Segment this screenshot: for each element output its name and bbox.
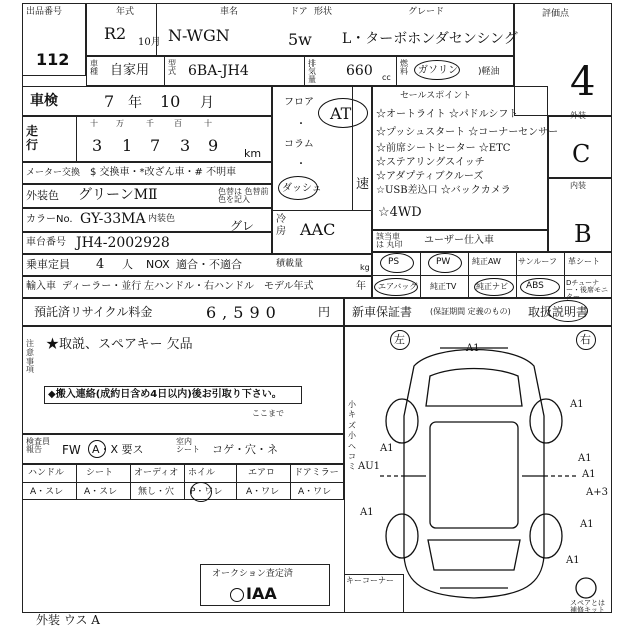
nox-options: 適合・不適合 <box>176 258 242 271</box>
floor-dot-1: ・ <box>296 119 306 130</box>
recycle-unit: 円 <box>318 305 331 319</box>
recycle-value: 6,590 <box>206 303 282 322</box>
stamp-logo: IAA <box>246 584 277 603</box>
inspection-year: 7 <box>104 92 115 111</box>
warranty-label: 新車保証書 <box>352 305 413 319</box>
inspection-month: 10 <box>160 92 181 111</box>
interior-color-label: 内装色 <box>148 214 176 224</box>
inspection-month-unit: 月 <box>200 95 214 111</box>
equip-aw: 純正AW <box>472 257 501 266</box>
sales-extra: ☆4WD <box>378 205 422 220</box>
car-diagram <box>344 326 612 613</box>
bt-header-5: ドアミラー <box>294 468 339 478</box>
inner-value: B <box>574 220 592 248</box>
bt-value-3: P・ワレ <box>190 487 223 497</box>
model-value: 6BA-JH4 <box>188 63 249 79</box>
aircon-value: AAC <box>300 220 336 239</box>
disp-value: 660 <box>346 63 373 79</box>
sales-item-2: ☆前席シートヒーター ☆ETC <box>376 143 511 154</box>
disp-label: 排気量 <box>308 59 316 84</box>
mileage-unit-3: 百 <box>174 119 182 128</box>
mark-0: A1 <box>466 343 480 354</box>
floor-label: フロア <box>284 97 314 108</box>
door-value: 5w <box>288 30 312 49</box>
inspector-ax: A・X 要ス <box>92 443 144 456</box>
chassis-label: 車台番号 <box>26 237 66 248</box>
exterior-label: 外装色 <box>26 189 59 202</box>
load-unit: kg <box>360 263 370 272</box>
equip-abs: ABS <box>526 281 544 291</box>
equip-airbag: エアバッグ <box>378 282 418 291</box>
aircon-label: 冷房 <box>276 214 286 237</box>
kei-label: )軽油 <box>478 67 500 77</box>
bt-value-1: A・スレ <box>84 487 118 497</box>
fuel-label: 燃料 <box>400 59 408 76</box>
bt-header-4: エアロ <box>248 468 276 478</box>
mark-7: A+3 <box>586 487 608 498</box>
model-year-unit: 年 <box>356 281 366 292</box>
user-label: ユーザー仕入車 <box>424 235 494 246</box>
use-label: 車種 <box>90 59 98 76</box>
equip-leather: 革シート <box>568 257 600 266</box>
mark-8: A1 <box>580 519 594 530</box>
year-value: R2 <box>104 24 127 43</box>
sales-item-5: ☆USB差込口 ☆バックカメラ <box>376 185 511 196</box>
bt-header-1: シート <box>86 468 114 478</box>
inspection-year-unit: 年 <box>128 95 142 111</box>
inspector-interior-options: コゲ・穴・ネ <box>212 443 278 456</box>
import-dealer: ディーラー・並行 <box>62 281 142 292</box>
floor-value: AT <box>330 104 352 123</box>
bt-value-4: A・ワレ <box>246 487 280 497</box>
sales-label: セールスポイント <box>400 91 472 101</box>
score-value: 4 <box>570 59 596 105</box>
fuel-value: ガソリン <box>418 65 458 76</box>
stamp-circle-icon <box>230 588 244 602</box>
bt-header-0: ハンドル <box>28 468 65 478</box>
notes-label: 注意事項 <box>26 339 34 375</box>
notes-kokomade: ここまで <box>252 409 284 418</box>
hist-label: 該当車は 丸印 <box>376 232 403 249</box>
interior-color-value: グレ <box>230 219 255 233</box>
exterior-note: 色替は 色替前色を記入 <box>218 187 269 204</box>
equip-sunroof: サンルーフ <box>518 257 557 266</box>
door-label: ドア <box>290 7 308 17</box>
chassis-value: JH4-2002928 <box>76 235 170 251</box>
inspector-label: 検査員 報告 <box>26 437 50 454</box>
use-value: 自家用 <box>110 63 150 78</box>
inspector-fw: FW <box>62 443 81 457</box>
model-year-label: モデル年式 <box>264 281 314 292</box>
sales-item-3: ☆ステアリングスイッチ <box>376 157 485 168</box>
import-handle: 左ハンドル・右ハンドル <box>144 281 254 292</box>
color-label: カラーNo. <box>26 214 73 225</box>
month-value: 10月 <box>138 37 161 48</box>
mileage-digit-3: 3 <box>180 136 191 155</box>
mileage-unit-0: 十 <box>90 119 98 128</box>
body-label: 形状 <box>314 7 333 17</box>
mark-5: AU1 <box>358 461 381 472</box>
speed-label: 速 <box>356 177 370 192</box>
car-name-value: N-WGN <box>168 26 230 45</box>
mileage-digit-4: 9 <box>208 136 219 155</box>
stamp-title: オークション査定済 <box>212 569 293 579</box>
manual-label: 取扱説明書 <box>528 305 589 319</box>
load-label: 積載量 <box>276 259 304 269</box>
notes-line1: ★取説、スペアキー 欠品 <box>46 337 193 352</box>
notes-contact: ◆搬入連絡(成約日含め4日以内)後お引取り下さい。 <box>48 389 282 400</box>
equip-pw: PW <box>436 257 451 267</box>
floor-dot-2: ・ <box>296 159 306 170</box>
mileage-digit-0: 3 <box>92 136 103 155</box>
sales-item-4: ☆アダプティブクルーズ <box>376 171 484 182</box>
mark-3: A1 <box>578 453 592 464</box>
outer-label: 外装 <box>570 111 586 120</box>
mileage-unit-4: 十 <box>204 119 212 128</box>
sales-item-1: ☆プッシュスタート ☆コーナーセンサー <box>376 127 559 138</box>
lot-label: 出品番号 <box>26 7 63 17</box>
model-label: 型式 <box>168 59 176 76</box>
mark-4: A1 <box>582 469 596 480</box>
meter-options: $ 交換車・*改ざん車・# 不明車 <box>90 167 237 178</box>
inspection-label: 車検 <box>30 93 58 109</box>
bt-header-2: オーディオ <box>134 468 179 478</box>
equip-ps: PS <box>388 257 400 267</box>
grade-value: L・ターボホンダセンシング <box>342 31 518 47</box>
capacity-unit: 人 <box>122 258 133 271</box>
sales-item-0: ☆オートライト ☆パドルシフト <box>376 109 519 120</box>
bt-value-0: A・スレ <box>30 487 64 497</box>
capacity-label: 乗車定員 <box>26 258 70 271</box>
bt-value-5: A・ワレ <box>298 487 332 497</box>
disp-unit: cc <box>382 73 391 82</box>
equip-navi: 純正ナビ <box>476 282 508 291</box>
warranty-note: (保証期間 定義のもの) <box>430 307 511 316</box>
dash-value: ダッシュ <box>282 183 322 194</box>
capacity-value: 4 <box>96 257 105 272</box>
key-corner-label: キーコーナー <box>346 576 394 585</box>
bt-header-3: ホイル <box>188 468 216 478</box>
diagram-right-label: 右 <box>580 333 591 346</box>
mark-6: A1 <box>360 507 374 518</box>
inspector-interior-label: 室内 シート <box>176 437 200 454</box>
mileage-unit: km <box>244 147 262 160</box>
mileage-digit-1: 1 <box>122 136 133 155</box>
bt-value-2: 無し・穴 <box>138 487 175 497</box>
diagram-left-label: 左 <box>394 333 405 346</box>
equip-tv: 純正TV <box>430 282 457 291</box>
car-name-label: 車名 <box>220 7 239 17</box>
import-label: 輸入車 <box>26 281 56 292</box>
diagram-small-note: 小キズ小ヘコミ <box>348 400 356 472</box>
grade-label: グレード <box>408 7 445 17</box>
score-label: 評価点 <box>542 9 570 19</box>
lot-number: 112 <box>36 50 70 69</box>
mileage-label: 走行 <box>26 124 39 153</box>
meter-label: メーター交換 <box>26 168 81 178</box>
mark-1: A1 <box>570 399 584 410</box>
mark-2: A1 <box>380 443 394 454</box>
inner-label: 内装 <box>570 181 586 190</box>
mark-9: A1 <box>566 555 580 566</box>
color-value: GY-33MA <box>80 211 146 227</box>
outer-value: C <box>572 140 591 168</box>
equip-tuner: Dチューナー・後席モニター <box>566 279 608 301</box>
mileage-unit-2: 千 <box>146 119 154 128</box>
nox-label: NOX <box>146 258 170 271</box>
exterior-value: グリーンMⅡ <box>78 187 158 203</box>
mileage-unit-1: 万 <box>116 119 124 128</box>
footer-note: 外装 ウス A <box>36 613 100 627</box>
inspection-box <box>22 86 272 116</box>
mileage-digit-2: 7 <box>150 136 161 155</box>
recycle-label: 預託済リサイクル料金 <box>34 305 153 319</box>
year-label: 年式 <box>116 7 135 17</box>
column-label: コラム <box>284 139 314 150</box>
spare-note: スペアとは 補修キット <box>570 599 605 614</box>
